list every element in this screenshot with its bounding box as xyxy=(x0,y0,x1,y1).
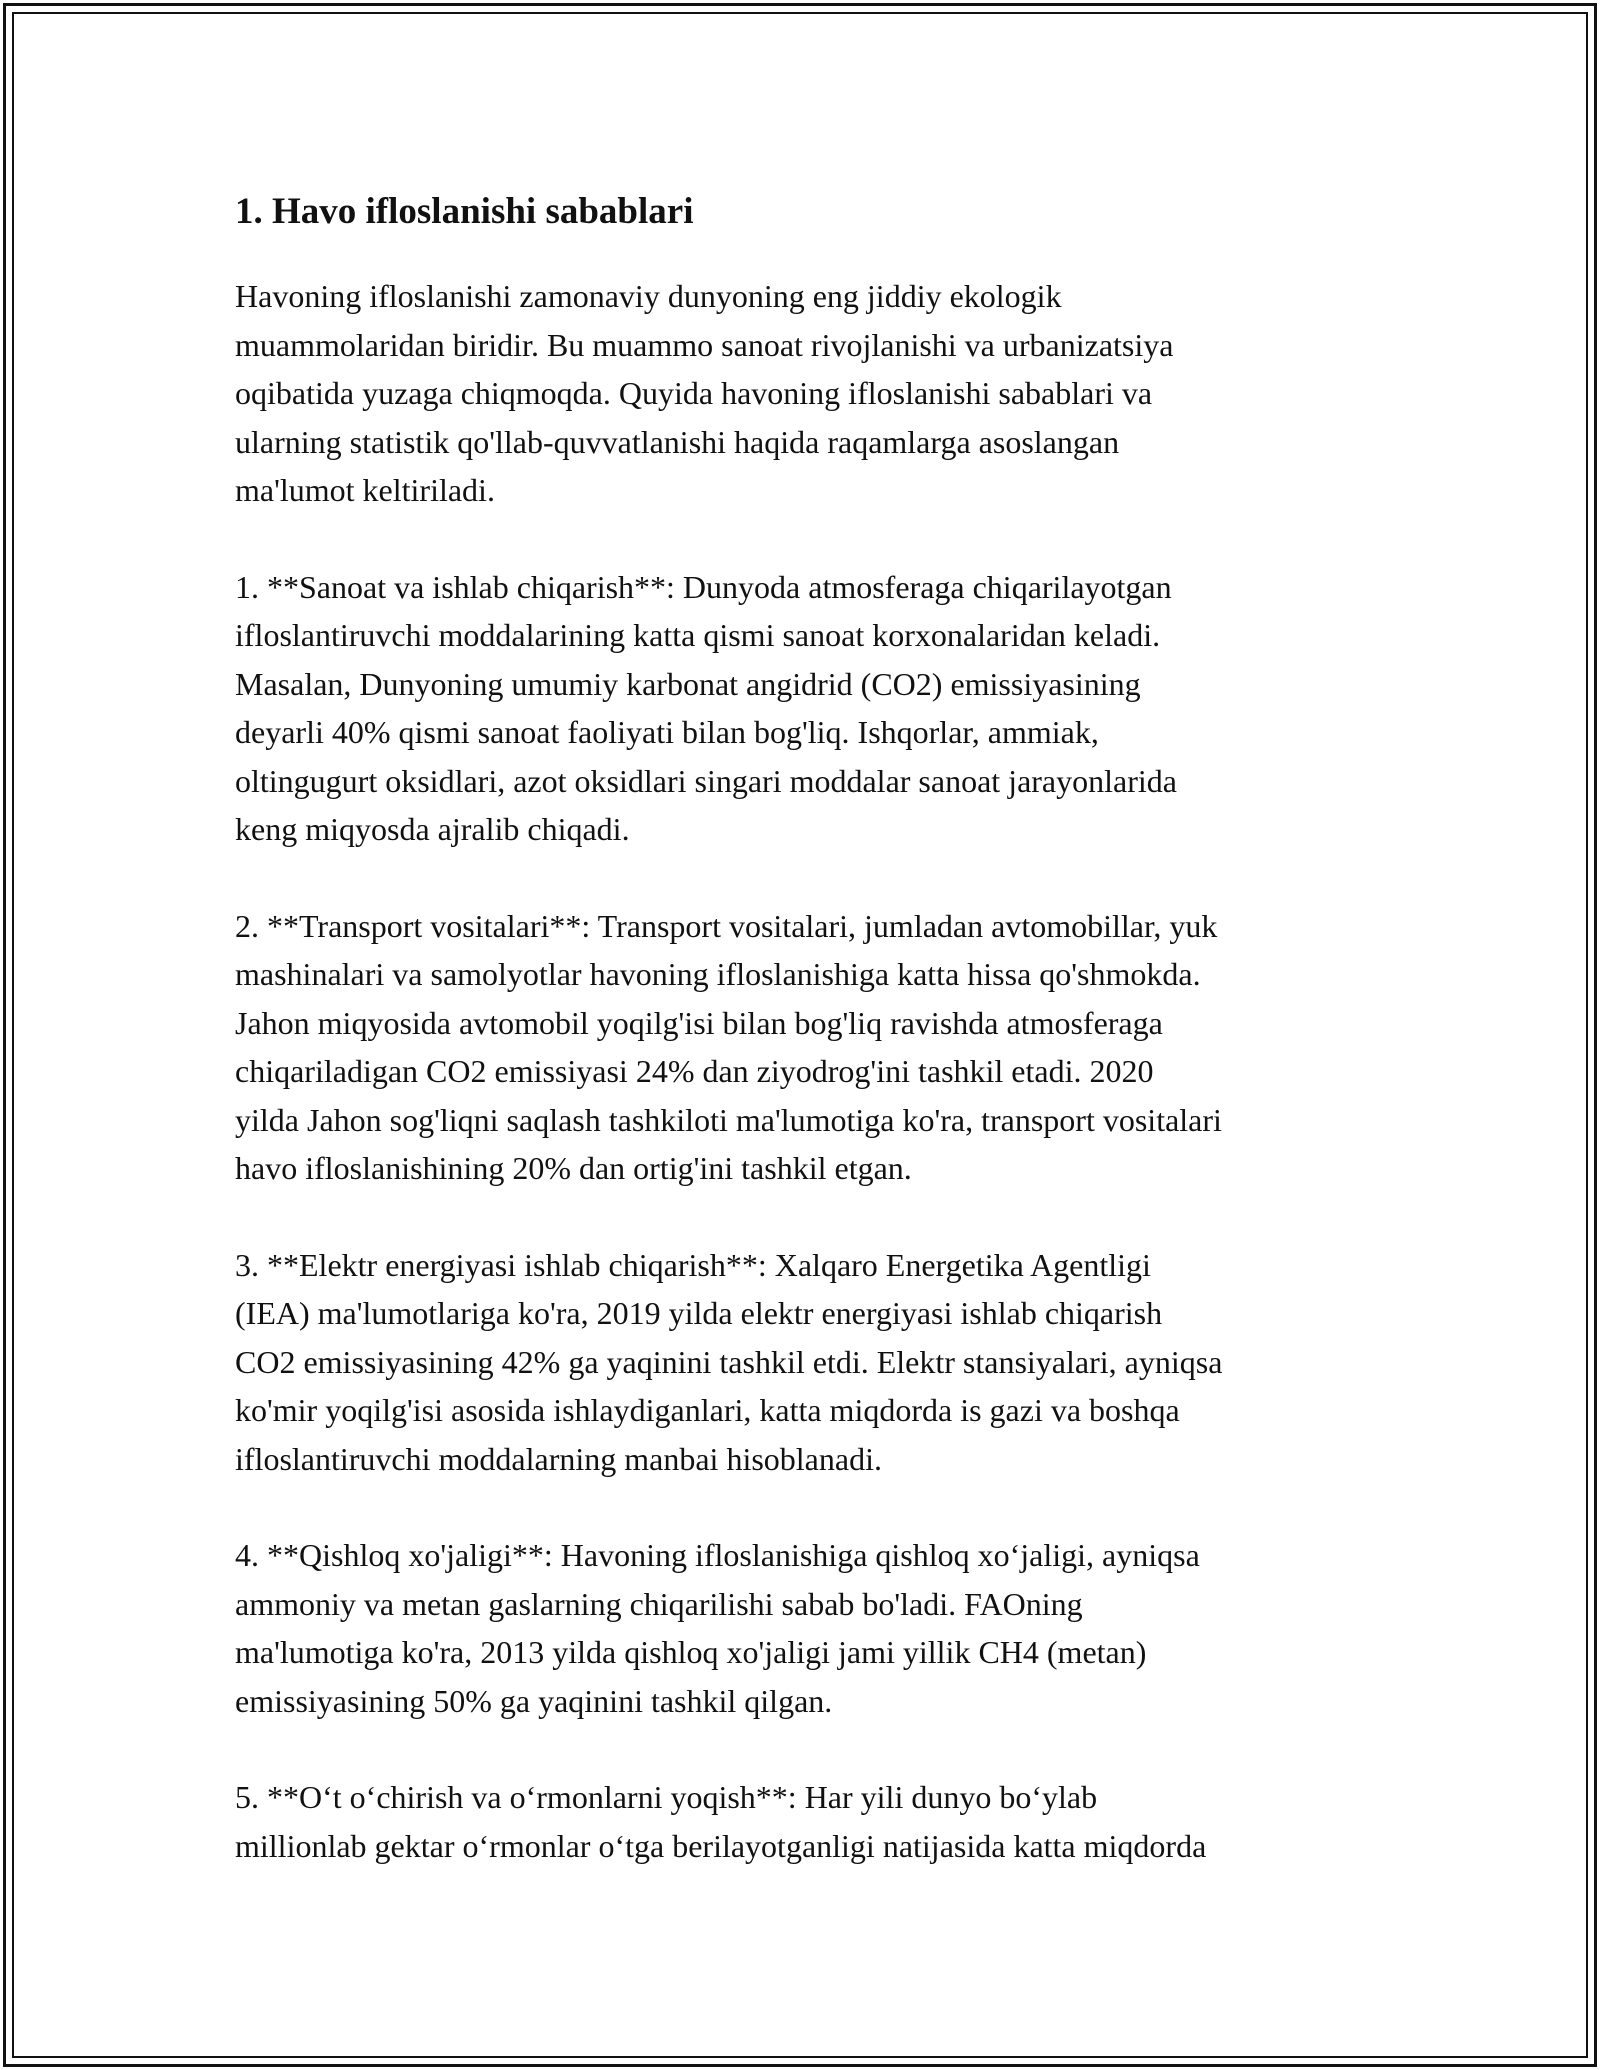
paragraph-transport: 2. **Transport vositalari**: Transport vositalari, jumladan avtomobillar, yuk mashinalari va samolyotlar havoning ifloslanishiga katta hissa qo'shmokda. Jahon miqyosida avtomobil yoqilg'isi bilan bog'liq ravishda atmosferaga chiqariladigan CO2 emissiyasi 24% dan ziyodrog'ini tashkil etadi. 2020 yilda Jahon sog'liqni saqlash tashkiloti ma'lumotiga ko'ra, transport vositalari havo ifloslanishining 20% dan ortig'ini tashkil etgan. xyxy=(235,907,1222,1186)
paragraph-industry: 1. **Sanoat va ishlab chiqarish**: Dunyoda atmosferaga chiqarilayotgan ifloslantiruvchi moddalarining katta qismi sanoat korxonalaridan keladi. Masalan, Dunyoning umumiy karbonat angidrid (CO2) emissiyasining deyarli 40% qismi sanoat faoliyati bilan bog'liq. Ishqorlar, ammiak, oltingugurt oksidlari, azot oksidlari singari moddalar sanoat jarayonlarida keng miqyosda ajralib chiqadi. xyxy=(235,568,1177,847)
paragraph-agriculture: 4. **Qishloq xo'jaligi**: Havoning ifloslanishiga qishloq xo‘jaligi, ayniqsa ammoniy va metan gaslarning chiqarilishi sabab bo'ladi. FAOning ma'lumotiga ko'ra, 2013 yilda qishloq xo'jaligi jami yillik CH4 (metan) emissiyasining 50% ga yaqinini tashkil qilgan. xyxy=(235,1537,1200,1719)
section-heading: 1. Havo ifloslanishi sabablari xyxy=(235,191,694,232)
paragraph-electricity: 3. **Elektr energiyasi ishlab chiqarish**: Xalqaro Energetika Agentligi (IEA) ma'lumotlariga ko'ra, 2019 yilda elektr energiyasi ishlab chiqarish CO2 emissiyasining 42% ga yaqinini tashkil etdi. Elektr stansiyalari, ayniqsa ko'mir yoqilg'isi asosida ishlaydiganlari, katta miqdorda is gazi va boshqa ifloslantiruvchi moddalarning manbai hisoblanadi. xyxy=(235,1246,1223,1477)
intro-paragraph: Havoning ifloslanishi zamonaviy dunyoning eng jiddiy ekologik muammolaridan biridir. Bu muammo sanoat rivojlanishi va urbanizatsiya oqibatida yuzaga chiqmoqda. Quyida havoning ifloslanishi sabablari va ularning statistik qo'llab-quvvatlanishi haqida raqamlarga asoslangan ma'lumot keltiriladi. xyxy=(235,278,1174,508)
document-body xyxy=(235,188,1395,1918)
paragraph-forest-fires: 5. **O‘t o‘chirish va o‘rmonlarni yoqish**: Har yili dunyo bo‘ylab millionlab gektar o‘rmonlar o‘tga berilayotganligi natijasida katta miqdorda xyxy=(235,1779,1207,1864)
